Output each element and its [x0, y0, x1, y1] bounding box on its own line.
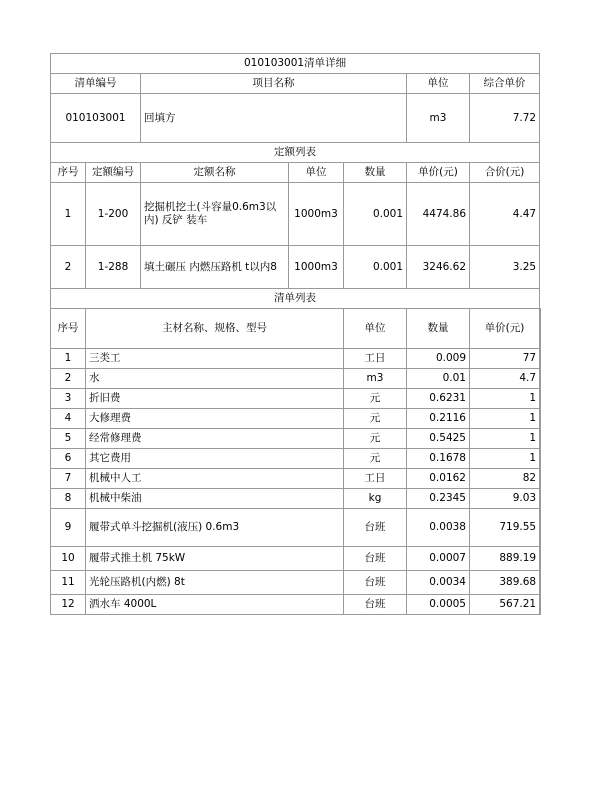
list-no: 3	[51, 389, 86, 409]
item-header-row	[51, 74, 541, 94]
list-qty: 0.009	[407, 349, 470, 369]
list-header-row	[51, 309, 541, 349]
list-qty: 0.6231	[407, 389, 470, 409]
list-total	[540, 389, 541, 409]
list-unit: 工日	[344, 469, 407, 489]
list-name: 光轮压路机(内燃) 8t	[86, 571, 344, 595]
list-no: 4	[51, 409, 86, 429]
quota-name: 挖掘机挖土(斗容量0.6m3以内) 反铲 装车	[141, 183, 289, 246]
list-total	[540, 369, 541, 389]
bill-detail-table	[50, 53, 541, 615]
list-qty: 0.0038	[407, 509, 470, 547]
list-name: 水	[86, 369, 344, 389]
list-no: 5	[51, 429, 86, 449]
list-price: 389.68	[470, 571, 540, 595]
list-name: 经常修理费	[86, 429, 344, 449]
item-code: 010103001	[51, 94, 141, 143]
item-row	[51, 94, 541, 143]
list-name: 履带式单斗挖掘机(液压) 0.6m3	[86, 509, 344, 547]
list-qty: 0.1678	[407, 449, 470, 469]
list-name: 履带式推土机 75kW	[86, 547, 344, 571]
list-total	[540, 449, 541, 469]
list-qty: 0.5425	[407, 429, 470, 449]
quota-col-header: 序号	[51, 163, 86, 183]
list-unit: 元	[344, 389, 407, 409]
list-price: 1	[470, 429, 540, 449]
list-row	[51, 409, 541, 429]
list-unit: m3	[344, 369, 407, 389]
list-unit: kg	[344, 489, 407, 509]
table-title: 010103001清单详细	[51, 54, 540, 74]
list-price: 4.7	[470, 369, 540, 389]
list-total	[540, 489, 541, 509]
item-name: 回填方	[141, 94, 407, 143]
list-name: 三类工	[86, 349, 344, 369]
list-total	[540, 571, 541, 595]
list-row	[51, 389, 541, 409]
list-name: 洒水车 4000L	[86, 595, 344, 615]
code-header: 清单编号	[51, 74, 141, 94]
list-unit: 台班	[344, 595, 407, 615]
list-price: 1	[470, 449, 540, 469]
list-col-header	[540, 309, 541, 349]
list-row	[51, 369, 541, 389]
list-no: 2	[51, 369, 86, 389]
list-row	[51, 547, 541, 571]
quota-row	[51, 246, 541, 289]
list-col-header: 序号	[51, 309, 86, 349]
list-price: 77	[470, 349, 540, 369]
list-unit: 元	[344, 429, 407, 449]
list-no: 10	[51, 547, 86, 571]
list-total	[540, 509, 541, 547]
quota-row	[51, 183, 541, 246]
list-row	[51, 429, 541, 449]
list-total	[540, 547, 541, 571]
list-total	[540, 349, 541, 369]
list-price: 567.21	[470, 595, 540, 615]
list-row	[51, 489, 541, 509]
list-no: 1	[51, 349, 86, 369]
price-header: 综合单价	[470, 74, 540, 94]
list-qty: 0.0005	[407, 595, 470, 615]
list-price: 889.19	[470, 547, 540, 571]
quota-col-header: 单位	[289, 163, 344, 183]
list-row	[51, 595, 541, 615]
list-name: 大修理费	[86, 409, 344, 429]
quota-col-header: 合价(元)	[470, 163, 540, 183]
list-unit: 台班	[344, 571, 407, 595]
list-name: 折旧费	[86, 389, 344, 409]
item-unit: m3	[407, 94, 470, 143]
list-total	[540, 429, 541, 449]
list-no: 8	[51, 489, 86, 509]
list-qty: 0.0034	[407, 571, 470, 595]
quota-price: 4474.86	[407, 183, 470, 246]
quota-no: 2	[51, 246, 86, 289]
quota-unit: 1000m3	[289, 246, 344, 289]
list-row	[51, 509, 541, 547]
quota-name: 填土碾压 内燃压路机 t以内8	[141, 246, 289, 289]
list-price: 9.03	[470, 489, 540, 509]
list-name: 其它费用	[86, 449, 344, 469]
list-unit: 元	[344, 409, 407, 429]
list-col-header: 单价(元)	[470, 309, 540, 349]
list-name: 机械中人工	[86, 469, 344, 489]
quota-code: 1-288	[86, 246, 141, 289]
list-unit: 元	[344, 449, 407, 469]
list-qty: 0.01	[407, 369, 470, 389]
unit-header: 单位	[407, 74, 470, 94]
list-col-header: 单位	[344, 309, 407, 349]
quota-code: 1-200	[86, 183, 141, 246]
list-row	[51, 469, 541, 489]
quota-col-header: 数量	[344, 163, 407, 183]
list-qty: 0.0007	[407, 547, 470, 571]
list-total	[540, 409, 541, 429]
quota-qty: 0.001	[344, 246, 407, 289]
quota-col-header: 定额编号	[86, 163, 141, 183]
list-unit: 台班	[344, 547, 407, 571]
list-unit: 工日	[344, 349, 407, 369]
list-price: 1	[470, 389, 540, 409]
list-qty: 0.0162	[407, 469, 470, 489]
list-no: 11	[51, 571, 86, 595]
list-qty: 0.2345	[407, 489, 470, 509]
quota-col-header: 定额名称	[141, 163, 289, 183]
list-price: 719.55	[470, 509, 540, 547]
quota-section-title: 定额列表	[51, 143, 540, 163]
quota-total: 4.47	[470, 183, 540, 246]
quota-price: 3246.62	[407, 246, 470, 289]
quota-col-header: 单价(元)	[407, 163, 470, 183]
name-header: 项目名称	[141, 74, 407, 94]
item-price: 7.72	[470, 94, 540, 143]
list-no: 12	[51, 595, 86, 615]
list-no: 6	[51, 449, 86, 469]
quota-header-row	[51, 163, 541, 183]
list-qty: 0.2116	[407, 409, 470, 429]
list-section-title: 清单列表	[51, 289, 540, 309]
quota-qty: 0.001	[344, 183, 407, 246]
list-total	[540, 469, 541, 489]
quota-unit: 1000m3	[289, 183, 344, 246]
list-no: 9	[51, 509, 86, 547]
quota-no: 1	[51, 183, 86, 246]
list-unit: 台班	[344, 509, 407, 547]
list-col-header: 数量	[407, 309, 470, 349]
list-name: 机械中柴油	[86, 489, 344, 509]
list-row	[51, 571, 541, 595]
list-total	[540, 595, 541, 615]
list-row	[51, 349, 541, 369]
list-row	[51, 449, 541, 469]
list-price: 82	[470, 469, 540, 489]
list-no: 7	[51, 469, 86, 489]
list-price: 1	[470, 409, 540, 429]
quota-total: 3.25	[470, 246, 540, 289]
list-col-header: 主材名称、规格、型号	[86, 309, 344, 349]
